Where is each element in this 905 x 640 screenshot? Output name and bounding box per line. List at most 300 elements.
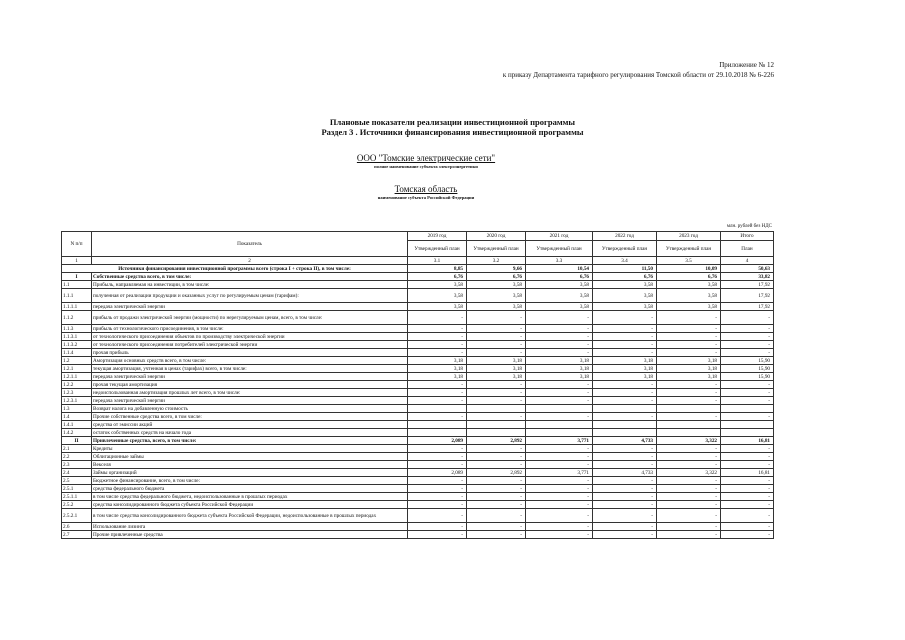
row-value: - <box>721 381 774 389</box>
row-value: - <box>526 389 593 397</box>
row-value: - <box>721 397 774 405</box>
row-value: - <box>526 477 593 485</box>
row-value: 3,58 <box>657 281 721 289</box>
row-value: - <box>408 509 467 523</box>
row-value: - <box>657 381 721 389</box>
row-value: - <box>593 333 657 341</box>
row-value: - <box>721 477 774 485</box>
row-value: - <box>467 341 526 349</box>
row-value: 3,58 <box>467 289 526 303</box>
table-row <box>62 493 774 501</box>
row-value: - <box>593 501 657 509</box>
table-row <box>62 381 774 389</box>
row-value: - <box>526 493 593 501</box>
row-value: - <box>593 493 657 501</box>
row-value: - <box>408 493 467 501</box>
row-value <box>657 429 721 437</box>
table-row <box>62 273 774 281</box>
region-name: Томская область <box>394 184 458 194</box>
row-number: 1.1.1 <box>62 289 92 303</box>
row-value <box>593 429 657 437</box>
row-number: 2.5.2.1 <box>62 509 92 523</box>
header-year: 2019 год <box>408 232 467 241</box>
row-value: 15,90 <box>721 357 774 365</box>
row-value: 16,81 <box>721 469 774 477</box>
row-value: 6,76 <box>593 273 657 281</box>
row-value: - <box>467 523 526 531</box>
row-value: - <box>657 501 721 509</box>
table-row <box>62 469 774 477</box>
row-value: - <box>593 531 657 539</box>
row-label: текущая амортизация, учтенная в ценах (тарифах) всего, в том числе: <box>92 365 408 373</box>
row-value: - <box>408 413 467 421</box>
col-index: 3.1 <box>408 257 467 265</box>
row-value: 17,92 <box>721 281 774 289</box>
row-value: 4,733 <box>593 469 657 477</box>
row-label: Векселя <box>92 461 408 469</box>
row-number: 1.4.1 <box>62 421 92 429</box>
row-value <box>721 429 774 437</box>
row-number: 1.1.1.1 <box>62 303 92 311</box>
header-year: 2022 год <box>593 232 657 241</box>
row-number: 1.2.1.1 <box>62 373 92 381</box>
row-label: Использование лизинга <box>92 523 408 531</box>
table-row <box>62 421 774 429</box>
row-value: - <box>526 349 593 357</box>
row-value: - <box>593 341 657 349</box>
row-value: - <box>526 381 593 389</box>
row-label: передача электрической энергии <box>92 397 408 405</box>
region-block <box>0 184 852 201</box>
row-value: 3,18 <box>593 357 657 365</box>
row-value: - <box>526 509 593 523</box>
row-value: 2,892 <box>467 437 526 445</box>
row-label: средства от эмиссии акций <box>92 421 408 429</box>
row-value: - <box>593 325 657 333</box>
row-label: остаток собственных средств на начало года <box>92 429 408 437</box>
header-row-years <box>62 232 774 241</box>
row-value: - <box>593 445 657 453</box>
row-label: в том числе средства федерального бюджета, недоиспользованные в прошлых периодах <box>92 493 408 501</box>
row-value: 3,18 <box>467 373 526 381</box>
row-value: - <box>657 413 721 421</box>
row-value: - <box>721 509 774 523</box>
row-value: 2,089 <box>408 437 467 445</box>
row-value: - <box>593 477 657 485</box>
row-number: 1.2 <box>62 357 92 365</box>
col-index: 1 <box>62 257 92 265</box>
row-value: 3,18 <box>408 357 467 365</box>
row-value: 3,18 <box>657 373 721 381</box>
row-number: II <box>62 437 92 445</box>
header-plan: Утвержденный план <box>467 241 526 257</box>
row-value: - <box>721 501 774 509</box>
header-row-indices <box>62 257 774 265</box>
row-value <box>593 421 657 429</box>
row-label: прибыль от продажи электрической энергии (мощности) по нерегулируемым ценам, всего, в том числе: <box>92 311 408 325</box>
table-row <box>62 389 774 397</box>
row-value: 3,58 <box>467 281 526 289</box>
row-value <box>408 429 467 437</box>
row-value <box>467 421 526 429</box>
row-label: от технологического присоединения объектов по производству электрической энергии <box>92 333 408 341</box>
row-label: от технологического присоединения потребителей электрической энергии <box>92 341 408 349</box>
row-value: 3,771 <box>526 437 593 445</box>
row-value: - <box>408 325 467 333</box>
row-value: - <box>467 509 526 523</box>
row-value: 6,76 <box>526 273 593 281</box>
row-value: - <box>526 531 593 539</box>
row-value: - <box>408 453 467 461</box>
row-value: - <box>526 485 593 493</box>
row-value: 3,18 <box>593 365 657 373</box>
row-value: 3,18 <box>526 365 593 373</box>
row-number: 1.2.3 <box>62 389 92 397</box>
row-value: - <box>721 493 774 501</box>
row-value: - <box>408 461 467 469</box>
col-index: 3.4 <box>593 257 657 265</box>
row-number: 2.5 <box>62 477 92 485</box>
row-label: прибыль от технологического присоединения, в том числе: <box>92 325 408 333</box>
table-row <box>62 477 774 485</box>
row-value: 4,733 <box>593 437 657 445</box>
row-value: - <box>593 381 657 389</box>
row-value: 3,58 <box>593 281 657 289</box>
header-year: 2020 год <box>467 232 526 241</box>
row-value: - <box>721 485 774 493</box>
row-value: 3,18 <box>408 373 467 381</box>
table-row <box>62 405 774 413</box>
header-year: 2023 год <box>657 232 721 241</box>
col-index: 2 <box>92 257 408 265</box>
table-row <box>62 461 774 469</box>
row-number: 2.5.1.1 <box>62 493 92 501</box>
row-value: - <box>408 531 467 539</box>
row-value: - <box>593 485 657 493</box>
row-label: передача электрической энергии <box>92 373 408 381</box>
row-value: - <box>657 493 721 501</box>
row-value: - <box>657 523 721 531</box>
row-value: - <box>408 501 467 509</box>
row-number: 1.1 <box>62 281 92 289</box>
row-value: - <box>657 461 721 469</box>
row-value: - <box>526 413 593 421</box>
table-row <box>62 333 774 341</box>
row-value: 3,18 <box>467 357 526 365</box>
row-value: 17,92 <box>721 289 774 303</box>
row-value: 3,18 <box>657 357 721 365</box>
row-value: - <box>593 397 657 405</box>
row-value: 3,18 <box>408 365 467 373</box>
row-value: - <box>721 531 774 539</box>
row-value: 15,90 <box>721 365 774 373</box>
row-value: - <box>721 341 774 349</box>
row-value: 33,82 <box>721 273 774 281</box>
row-number: 2.4 <box>62 469 92 477</box>
row-value: - <box>408 381 467 389</box>
row-value: - <box>408 485 467 493</box>
row-number: 1.1.3.1 <box>62 333 92 341</box>
row-value: 3,58 <box>408 303 467 311</box>
row-value: - <box>408 397 467 405</box>
row-value: 3,58 <box>526 281 593 289</box>
header-total: Итого <box>721 232 774 241</box>
row-number: 1.1.3 <box>62 325 92 333</box>
table-row <box>62 523 774 531</box>
row-value: 10,54 <box>526 265 593 273</box>
row-value: - <box>657 477 721 485</box>
row-value: - <box>467 501 526 509</box>
row-number: 1.1.2 <box>62 311 92 325</box>
row-value: 3,58 <box>526 303 593 311</box>
header-plan: Утвержденный план <box>526 241 593 257</box>
row-label: Займы организаций <box>92 469 408 477</box>
row-value: 3,18 <box>467 365 526 373</box>
document-title: Плановые показатели реализации инвестиционной программы <box>329 117 576 127</box>
row-value: - <box>593 461 657 469</box>
row-label: передача электрической энергии <box>92 303 408 311</box>
row-value: - <box>467 461 526 469</box>
row-label: Источники финансирования инвестиционной программы всего (строка I + строка II), в том числе: <box>62 265 408 273</box>
row-value: - <box>526 325 593 333</box>
row-value: 3,322 <box>657 469 721 477</box>
row-number: 1.4.2 <box>62 429 92 437</box>
row-number: 2.3 <box>62 461 92 469</box>
row-label: средства федерального бюджета <box>92 485 408 493</box>
row-value: - <box>526 311 593 325</box>
row-label: прочая прибыль <box>92 349 408 357</box>
header-indicator: Показатель <box>92 232 408 257</box>
col-index: 3.2 <box>467 257 526 265</box>
row-value: - <box>593 389 657 397</box>
table-body <box>62 265 774 539</box>
row-value <box>526 429 593 437</box>
table-row <box>62 397 774 405</box>
table-row <box>62 501 774 509</box>
table-row <box>62 349 774 357</box>
table-row <box>62 303 774 311</box>
table-row <box>62 453 774 461</box>
row-label: Прибыль, направляемая на инвестиции, в том числе: <box>92 281 408 289</box>
row-label: Возврат налога на добавленную стоимость <box>92 405 408 413</box>
col-index: 3.3 <box>526 257 593 265</box>
row-value: - <box>721 333 774 341</box>
row-label: прочая текущая амортизация <box>92 381 408 389</box>
table-row <box>62 311 774 325</box>
row-value: - <box>721 389 774 397</box>
row-value: - <box>721 311 774 325</box>
row-value: 3,322 <box>657 437 721 445</box>
row-value: - <box>408 445 467 453</box>
table-row <box>62 325 774 333</box>
row-value: - <box>657 485 721 493</box>
row-value: - <box>408 477 467 485</box>
row-number: I <box>62 273 92 281</box>
row-number: 1.3 <box>62 405 92 413</box>
row-value: - <box>657 349 721 357</box>
row-label: средства консолидированного бюджета субъекта Российской Федерации <box>92 501 408 509</box>
organization-block <box>0 153 852 170</box>
row-value: - <box>657 389 721 397</box>
row-value: - <box>526 453 593 461</box>
row-value: - <box>408 333 467 341</box>
row-value: - <box>467 349 526 357</box>
table-row <box>62 413 774 421</box>
row-label: Облигационные займы <box>92 453 408 461</box>
row-value: 8,85 <box>408 265 467 273</box>
table-row <box>62 509 774 523</box>
header-plan: Утвержденный план <box>408 241 467 257</box>
row-label: в том числе средства консолидированного бюджета субъекта Российской Федерации, недоиспользованные в прошлых периодах <box>92 509 408 523</box>
row-value: - <box>721 325 774 333</box>
row-value: - <box>467 485 526 493</box>
units-label: млн. рублей без НДС <box>726 224 772 229</box>
row-value: - <box>657 325 721 333</box>
table-row <box>62 357 774 365</box>
row-value: 15,90 <box>721 373 774 381</box>
row-value: - <box>408 341 467 349</box>
row-value: - <box>593 413 657 421</box>
row-value: 3,58 <box>593 303 657 311</box>
row-label: Собственные средства всего, в том числе: <box>92 273 408 281</box>
row-value: - <box>467 493 526 501</box>
appendix-line-1: Приложение № 12 <box>719 61 774 69</box>
row-value: 3,18 <box>526 373 593 381</box>
row-value: 3,58 <box>408 289 467 303</box>
row-value: - <box>467 397 526 405</box>
row-value: - <box>408 523 467 531</box>
row-value: 3,18 <box>657 365 721 373</box>
row-value: - <box>467 381 526 389</box>
row-value: 6,76 <box>657 273 721 281</box>
row-value: - <box>593 509 657 523</box>
row-value: - <box>526 341 593 349</box>
row-value: - <box>467 531 526 539</box>
row-value: - <box>467 325 526 333</box>
row-label: Амортизация основных средств всего, в том числе: <box>92 357 408 365</box>
row-value: - <box>526 333 593 341</box>
row-value: 2,089 <box>408 469 467 477</box>
row-value: 3,58 <box>467 303 526 311</box>
row-label: Прочие привлеченные средства <box>92 531 408 539</box>
row-value: - <box>526 501 593 509</box>
row-number: 2.7 <box>62 531 92 539</box>
table-row <box>62 265 774 273</box>
row-value: - <box>467 477 526 485</box>
col-index: 3.5 <box>657 257 721 265</box>
row-value <box>526 405 593 413</box>
row-number: 2.2 <box>62 453 92 461</box>
row-value: 17,92 <box>721 303 774 311</box>
row-value: - <box>408 389 467 397</box>
row-value: - <box>467 445 526 453</box>
row-value: 11,50 <box>593 265 657 273</box>
row-label: Привлеченные средства, всего, в том числе: <box>92 437 408 445</box>
row-number: 1.2.2 <box>62 381 92 389</box>
row-value: - <box>467 453 526 461</box>
table-row <box>62 429 774 437</box>
row-value: - <box>657 531 721 539</box>
row-value <box>721 421 774 429</box>
header-total-plan: План <box>721 241 774 257</box>
section-title: Раздел 3 . Источники финансирования инвестиционной программы <box>321 127 584 137</box>
row-value: - <box>721 453 774 461</box>
row-number: 2.6 <box>62 523 92 531</box>
row-value: - <box>593 523 657 531</box>
row-value <box>408 421 467 429</box>
row-value: - <box>657 397 721 405</box>
row-value: - <box>721 445 774 453</box>
col-index: 4 <box>721 257 774 265</box>
table-row <box>62 485 774 493</box>
organization-name: ООО "Томские электрические сети" <box>356 153 496 163</box>
row-value: 50,63 <box>721 265 774 273</box>
row-number: 1.2.1 <box>62 365 92 373</box>
row-value: 3,58 <box>526 289 593 303</box>
table-row <box>62 437 774 445</box>
row-value: - <box>721 523 774 531</box>
row-value: - <box>526 445 593 453</box>
row-value: 3,58 <box>408 281 467 289</box>
row-value: - <box>721 349 774 357</box>
appendix-line-2: к приказу Департамента тарифного регулирования Томской области от 29.10.2018 № 6-226 <box>502 71 774 79</box>
row-value: - <box>593 349 657 357</box>
table-row <box>62 289 774 303</box>
row-value <box>467 405 526 413</box>
row-number: 2.5.1 <box>62 485 92 493</box>
row-value <box>721 405 774 413</box>
row-value: - <box>657 509 721 523</box>
row-number: 2.1 <box>62 445 92 453</box>
row-label: Кредиты <box>92 445 408 453</box>
row-value: - <box>526 461 593 469</box>
row-value: - <box>657 453 721 461</box>
row-number: 1.1.4 <box>62 349 92 357</box>
row-value: - <box>467 311 526 325</box>
row-value: 16,81 <box>721 437 774 445</box>
row-value: - <box>657 341 721 349</box>
row-value: - <box>657 445 721 453</box>
row-value: - <box>467 413 526 421</box>
row-number: 1.1.3.2 <box>62 341 92 349</box>
table-row <box>62 531 774 539</box>
table-row <box>62 341 774 349</box>
row-number: 2.5.2 <box>62 501 92 509</box>
header-plan: Утвержденный план <box>593 241 657 257</box>
row-value: 6,76 <box>467 273 526 281</box>
row-value <box>467 429 526 437</box>
row-value: - <box>467 389 526 397</box>
row-value <box>408 405 467 413</box>
row-value: 3,18 <box>593 373 657 381</box>
row-value: - <box>721 413 774 421</box>
row-value: - <box>526 523 593 531</box>
row-value: 3,18 <box>526 357 593 365</box>
row-number: 1.4 <box>62 413 92 421</box>
table-row <box>62 281 774 289</box>
table-row <box>62 445 774 453</box>
row-value <box>657 405 721 413</box>
financing-table <box>61 231 774 539</box>
row-value: - <box>526 397 593 405</box>
row-value: - <box>408 349 467 357</box>
row-label: полученная от реализации продукции и оказанных услуг по регулируемым ценам (тарифам): <box>92 289 408 303</box>
row-value: - <box>408 311 467 325</box>
row-value: 10,09 <box>657 265 721 273</box>
row-value <box>657 421 721 429</box>
row-label: недоиспользованная амортизация прошлых лет всего, в том числе: <box>92 389 408 397</box>
row-label: Прочие собственные средства всего, в том числе: <box>92 413 408 421</box>
